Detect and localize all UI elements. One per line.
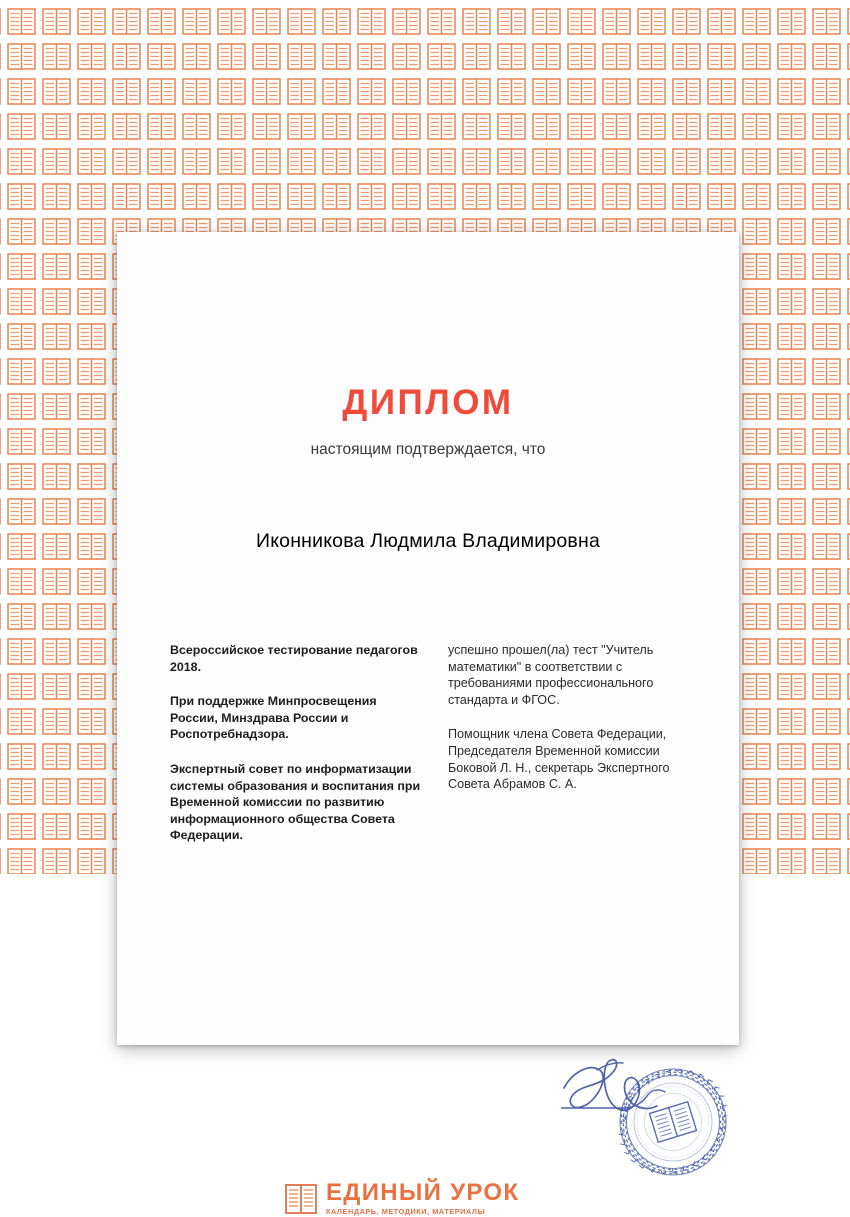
- diploma-card: [117, 232, 739, 1216]
- signature-and-seal: [561, 1050, 761, 1180]
- right-paragraph-result: успешно прошел(ла) тест "Учитель математики" в соответствии с требованиями профессионального стандарта и ФГОС.: [448, 643, 654, 707]
- brand-text: [326, 1180, 519, 1217]
- page-title: ДИПЛОМ: [342, 383, 514, 422]
- brand-tagline: КАЛЕНДАРЬ, МЕТОДИКИ, МАТЕРИАЛЫ: [326, 1207, 486, 1216]
- official-seal-icon: [619, 1069, 727, 1175]
- left-column: [170, 642, 422, 844]
- right-paragraph-signatory: Помощник члена Совета Федерации, Председателя Временной комиссии Боковой Л. Н., секретарь Экспертного Совета Абрамов С. А.: [448, 727, 670, 792]
- seal-book-icon: [649, 1102, 696, 1142]
- left-paragraph-council: Экспертный совет по информатизации системы образования и воспитания при Временной комиссии по развитию информационного общества Совета Федерации.: [170, 761, 421, 843]
- brand-logo: [285, 1180, 519, 1217]
- left-paragraph-support: При поддержке Минпросвещения России, Минздрава России и Роспотребнадзора.: [170, 694, 377, 742]
- diploma-subtitle: настоящим подтверждается, что: [310, 441, 546, 458]
- left-paragraph-organizer: Всероссийское тестирование педагогов 2018.: [170, 643, 418, 674]
- open-book-icon: [285, 1184, 317, 1214]
- recipient-name: Иконникова Людмила Владимировна: [255, 530, 600, 552]
- right-column: [448, 642, 700, 844]
- handwritten-signature-icon: [561, 1060, 665, 1111]
- brand-name: ЕДИНЫЙ УРОК: [326, 1179, 520, 1206]
- body-columns: [170, 642, 700, 844]
